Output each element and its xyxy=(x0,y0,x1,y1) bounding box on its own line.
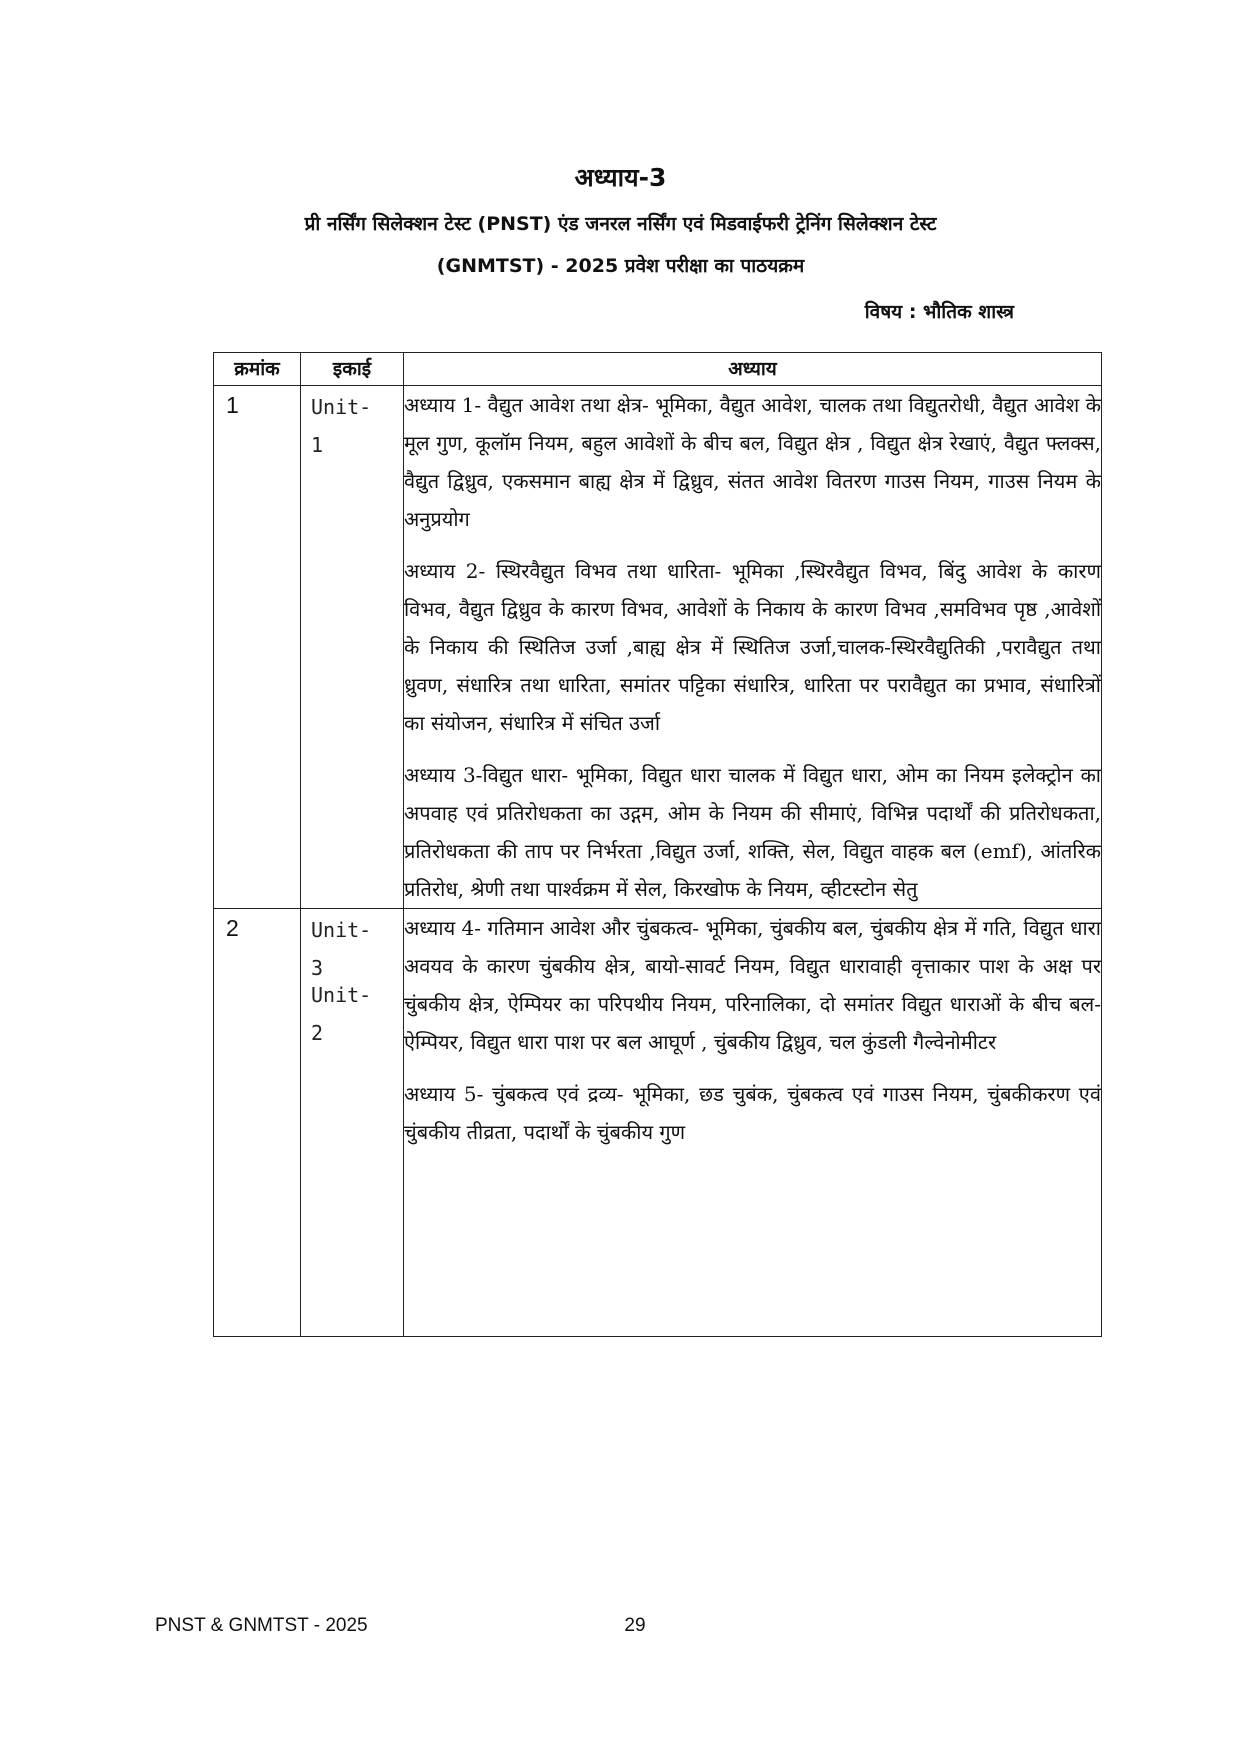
chapter-cell xyxy=(404,909,1102,1337)
serial-number: 1 xyxy=(226,392,239,418)
unit-label: Unit-2 xyxy=(311,983,372,1045)
serial-number: 2 xyxy=(226,915,239,941)
table-row xyxy=(214,909,1102,1337)
serial-cell xyxy=(214,386,301,909)
unit-label: Unit-1 xyxy=(311,395,372,457)
document-title-line-2: (GNMTST) - 2025 प्रवेश परीक्षा का पाठयक्रम xyxy=(436,255,805,277)
page-number: 29 xyxy=(624,1615,646,1636)
header-unit: इकाई xyxy=(301,353,404,386)
chapter-paragraph: अध्याय 1- वैद्युत आवेश तथा क्षेत्र- भूमिका, वैद्युत आवेश, चालक तथा विद्युतरोधी, वैद्युत आवेश के मूल गुण, कूलॉम नियम, बहुल आवेशों के बीच बल, विद्युत क्षेत्र , विद्युत क्षेत्र रेखाएं, वैद्युत फ्लक्स, वैद्युत द्विध्रुव, एकसमान बाह्य क्षेत्र में द्विध्रुव, संतत आवेश वितरण गाउस नियम, गाउस नियम के अनुप्रयोग xyxy=(404,393,1101,531)
serial-cell xyxy=(214,909,301,1337)
chapter-paragraph: अध्याय 5- चुंबकत्व एवं द्रव्य- भूमिका, छड चुबंक, चुंबकत्व एवं गाउस नियम, चुंबकीकरण एवं चुंबकीय तीव्रता, पदार्थों के चुंबकीय गुण xyxy=(404,1082,1101,1144)
footer-label: PNST & GNMTST - 2025 xyxy=(155,1615,368,1636)
chapter-paragraph: अध्याय 4- गतिमान आवेश और चुंबकत्व- भूमिका, चुंबकीय बल, चुंबकीय क्षेत्र में गति, विद्युत धारा अवयव के कारण चुंबकीय क्षेत्र, बायो-सावर्ट नियम, विद्युत धारावाही वृत्ताकार पाश के अक्ष पर चुंबकीय क्षेत्र, ऐम्पियर का परिपथीय नियम, परिनालिका, दो समांतर विद्युत धाराओं के बीच बल- ऐम्पियर, विद्युत धारा पाश पर बल आघूर्ण , चुंबकीय द्विध्रुव, चल कुंडली गैल्वेनोमीटर xyxy=(404,916,1101,1054)
header-serial: क्रमांक xyxy=(214,353,301,386)
unit-cell xyxy=(301,909,404,1337)
chapter-title: अध्याय-3 xyxy=(574,163,667,192)
header-chapter: अध्याय xyxy=(404,353,1102,386)
chapter-paragraph: अध्याय 3-विद्युत धारा- भूमिका, विद्युत धारा चालक में विद्युत धारा, ओम का नियम इलेक्ट्रोन का अपवाह एवं प्रतिरोधकता का उद्गम, ओम के नियम की सीमाएं, विभिन्न पदार्थों की प्रतिरोधकता, प्रतिरोधकता की ताप पर निर्भरता ,विद्युत उर्जा, शक्ति, सेल, विद्युत वाहक बल (emf), आंतरिक प्रतिरोध, श्रेणी तथा पार्श्वक्रम में सेल, किरखोफ के नियम, व्हीटस्टोन सेतु xyxy=(404,763,1101,901)
chapter-cell xyxy=(404,386,1102,909)
subject-label: विषय : भौतिक शास्त्र xyxy=(864,301,1014,323)
syllabus-table xyxy=(213,352,1102,1337)
chapter-paragraph: अध्याय 2- स्थिरवैद्युत विभव तथा धारिता- भूमिका ,स्थिरवैद्युत विभव, बिंदु आवेश के कारण विभव, वैद्युत द्विध्रुव के कारण विभव, आवेशों के निकाय के कारण विभव ,समविभव पृष्ठ ,आवेशों के निकाय की स्थितिज उर्जा ,बाह्य क्षेत्र में स्थितिज उर्जा,चालक-स्थिरवैद्युतिकी ,परावैद्युत तथा ध्रुवण, संधारित्र तथा धारिता, समांतर पट्टिका संधारित्र, धारिता पर परावैद्युत का प्रभाव, संधारित्रों का संयोजन, संधारित्र में संचित उर्जा xyxy=(404,559,1101,735)
document-title-line-1: प्री नर्सिंग सिलेक्शन टेस्ट (PNST) एंड जनरल नर्सिंग एवं मिडवाईफरी ट्रेनिंग सिलेक्शन टेस्ट xyxy=(304,213,937,235)
table-header-row xyxy=(214,353,1102,386)
unit-label: Unit-3 xyxy=(311,918,372,980)
table-row xyxy=(214,386,1102,909)
